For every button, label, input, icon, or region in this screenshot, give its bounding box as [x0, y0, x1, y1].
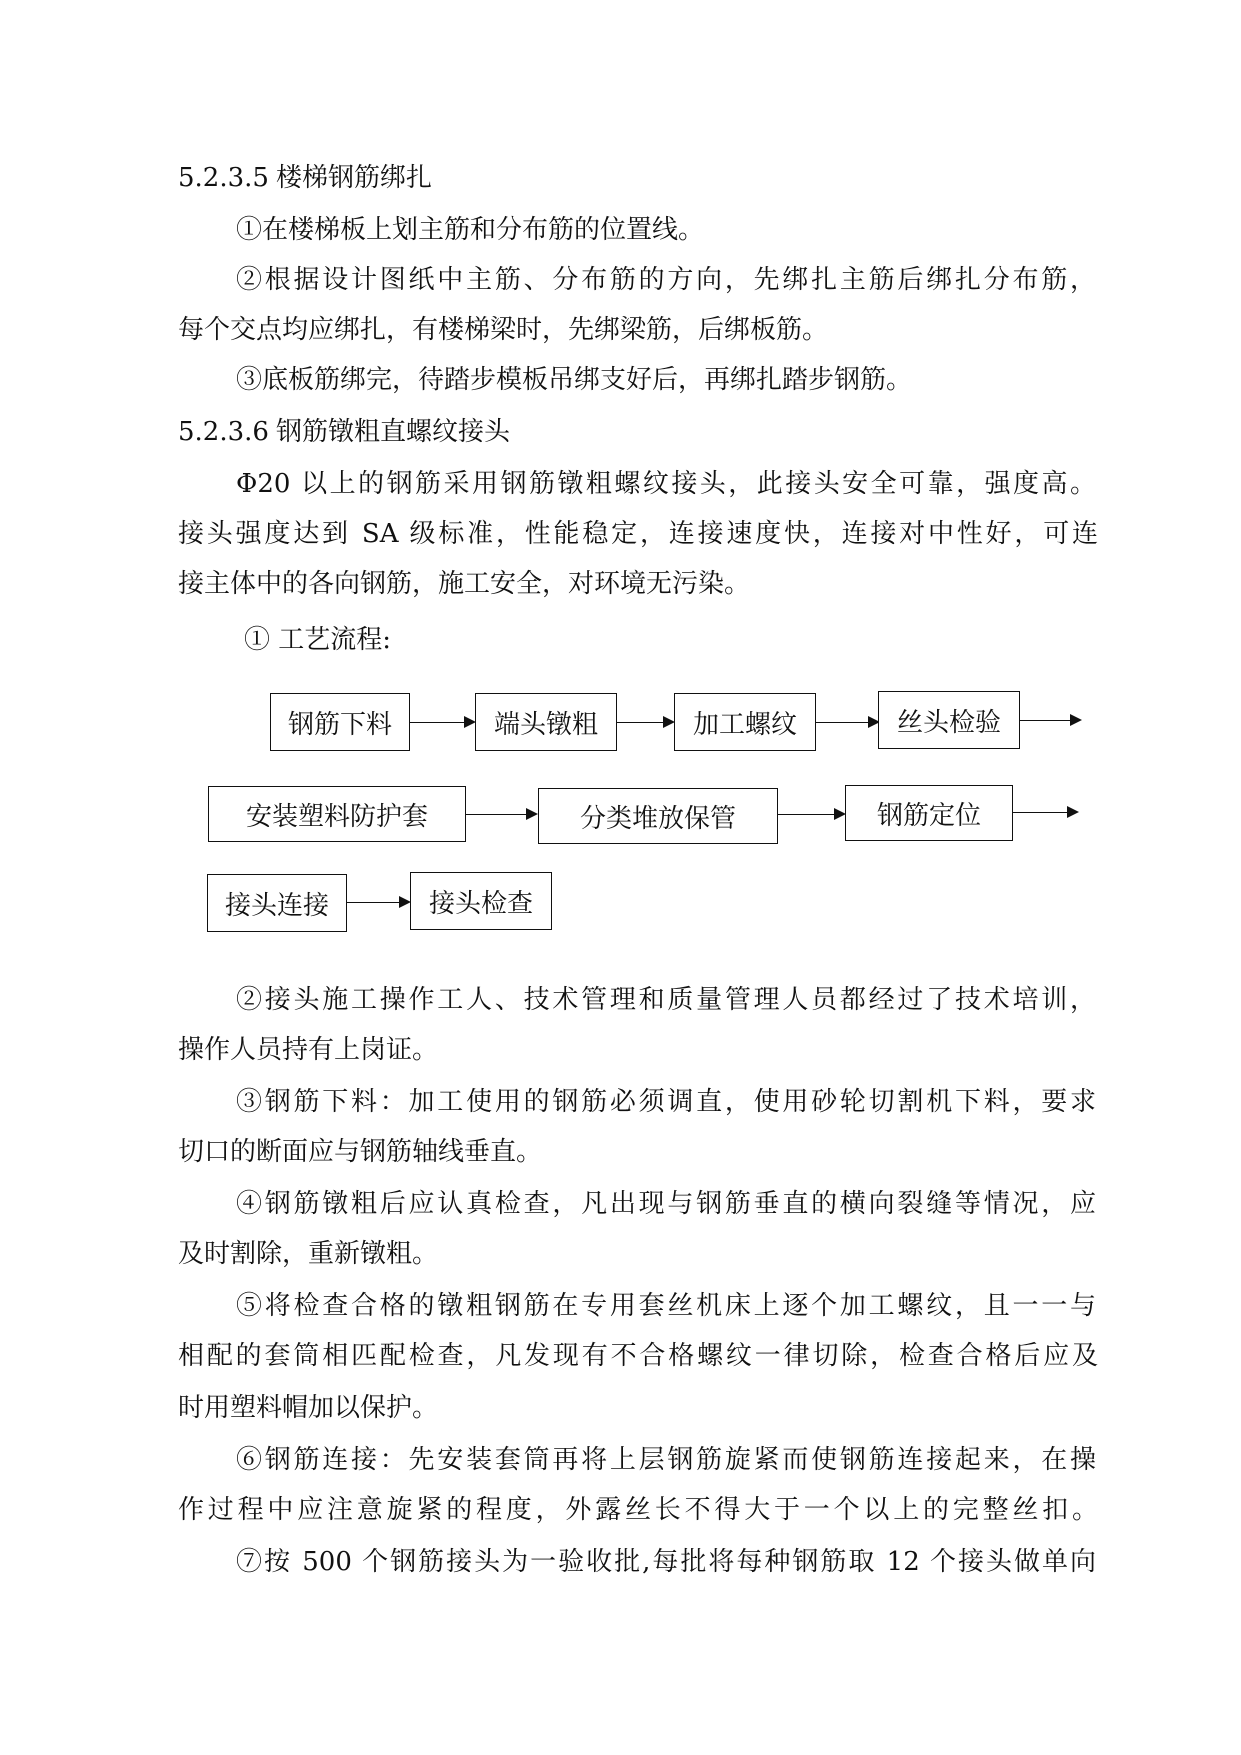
section-number: 5.2.3.6 — [178, 417, 269, 447]
paragraph: ①在楼梯板上划主筋和分布筋的位置线。 — [236, 215, 705, 245]
arrow-right-icon — [617, 722, 673, 723]
paragraph: ③钢筋下料：加工使用的钢筋必须调直，使用砂轮切割机下料，要求 — [236, 1087, 1096, 1117]
paragraph: ④钢筋镦粗后应认真检查，凡出现与钢筋垂直的横向裂缝等情况，应 — [236, 1189, 1096, 1219]
section-heading-5-2-3-6 — [178, 414, 1241, 450]
paragraph: ②根据设计图纸中主筋、分布筋的方向，先绑扎主筋后绑扎分布筋， — [236, 265, 1096, 295]
flow-step-protect-cap: 安装塑料防护套 — [208, 786, 466, 842]
arrow-right-icon — [778, 814, 844, 815]
paragraph: ②接头施工操作工人、技术管理和质量管理人员都经过了技术培训， — [236, 985, 1096, 1015]
flow-step-upset: 端头镦粗 — [475, 693, 617, 751]
paragraph: ⑦按 500 个钢筋接头为一验收批,每批将每种钢筋取 12 个接头做单向 — [236, 1547, 1096, 1577]
flow-step-position: 钢筋定位 — [845, 785, 1013, 841]
section-title: 钢筋镦粗直螺纹接头 — [276, 417, 511, 447]
flow-step-cut: 钢筋下料 — [270, 693, 410, 751]
flow-step-inspect-thread: 丝头检验 — [878, 691, 1020, 749]
arrow-right-icon — [816, 722, 878, 723]
paragraph: Φ20 以上的钢筋采用钢筋镦粗螺纹接头，此接头安全可靠，强度高。 — [236, 469, 1096, 499]
flow-step-storage: 分类堆放保管 — [538, 788, 778, 844]
section-number: 5.2.3.5 — [178, 163, 269, 193]
arrow-right-icon — [466, 814, 536, 815]
section-heading-5-2-3-5 — [178, 160, 1241, 196]
arrow-right-icon — [1020, 720, 1080, 721]
paragraph-continued: 每个交点均应绑扎，有楼梯梁时，先绑梁筋，后绑板筋。 — [178, 315, 829, 345]
flow-heading: ① 工艺流程: — [244, 625, 392, 655]
paragraph-continued: 接头强度达到 SA 级标准，性能稳定，连接速度快，连接对中性好，可连 — [178, 519, 1098, 549]
arrow-right-icon — [410, 722, 474, 723]
paragraph: ⑥钢筋连接：先安装套筒再将上层钢筋旋紧而使钢筋连接起来，在操 — [236, 1445, 1096, 1475]
paragraph-continued: 及时割除，重新镦粗。 — [178, 1239, 439, 1269]
paragraph-continued: 作过程中应注意旋紧的程度，外露丝长不得大于一个以上的完整丝扣。 — [178, 1495, 1098, 1525]
paragraph-continued: 切口的断面应与钢筋轴线垂直。 — [178, 1137, 543, 1167]
section-title: 楼梯钢筋绑扎 — [276, 163, 433, 193]
paragraph: ③底板筋绑完，待踏步模板吊绑支好后，再绑扎踏步钢筋。 — [236, 365, 913, 395]
paragraph: ⑤将检查合格的镦粗钢筋在专用套丝机床上逐个加工螺纹，且一一与 — [236, 1291, 1096, 1321]
arrow-right-icon — [1013, 812, 1077, 813]
flow-step-thread: 加工螺纹 — [674, 693, 816, 751]
flow-step-connect: 接头连接 — [207, 874, 347, 932]
arrow-right-icon — [347, 902, 409, 903]
flow-step-joint-inspect: 接头检查 — [410, 872, 552, 930]
paragraph-continued: 时用塑料帽加以保护。 — [178, 1393, 439, 1423]
paragraph-continued: 接主体中的各向钢筋，施工安全，对环境无污染。 — [178, 569, 751, 599]
paragraph-continued: 相配的套筒相匹配检查，凡发现有不合格螺纹一律切除，检查合格后应及 — [178, 1341, 1098, 1371]
paragraph-continued: 操作人员持有上岗证。 — [178, 1035, 439, 1065]
